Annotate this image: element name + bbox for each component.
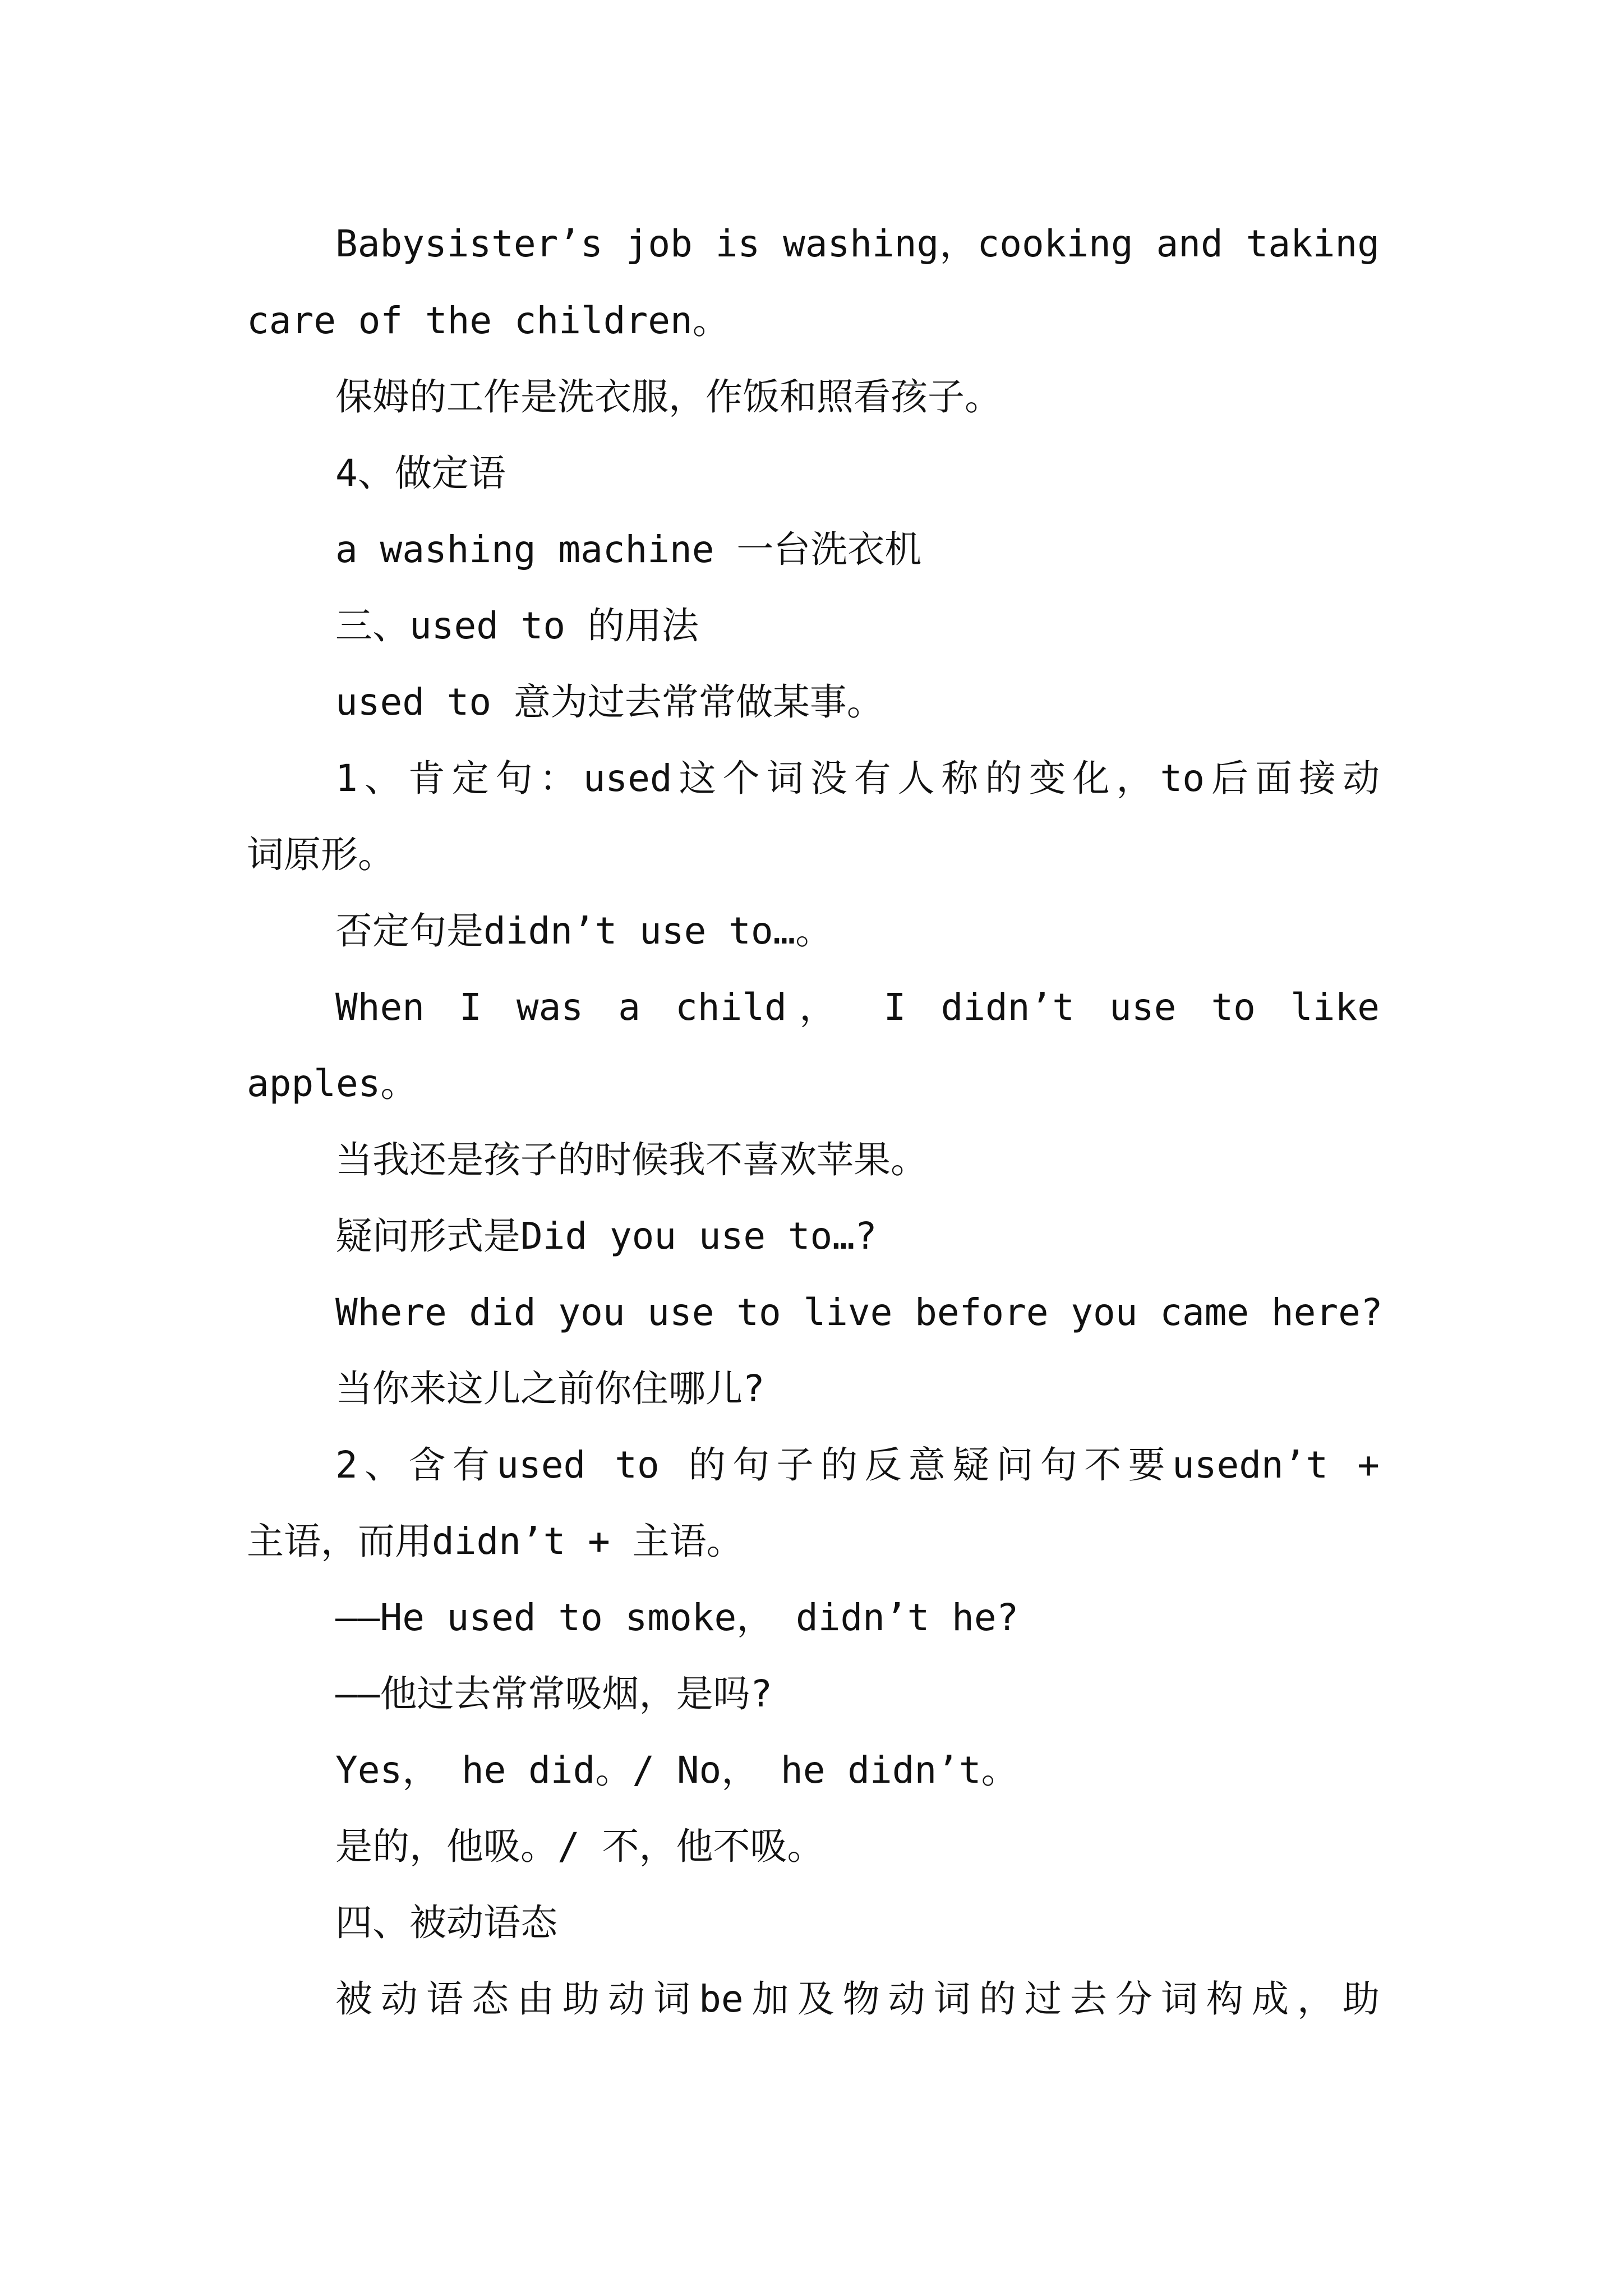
text-line-13: 当我还是孩子的时候我不喜欢苹果。 bbox=[335, 1138, 928, 1181]
text-line-5: a washing machine 一台洗衣机 bbox=[335, 528, 922, 571]
text-line-19: ——He used to smoke， didn’t he? bbox=[335, 1596, 1019, 1639]
text-line-3: 保姆的工作是洗衣服，作饭和照看孩子。 bbox=[335, 375, 1002, 418]
text-line-17: 2、含有used to 的句子的反意疑问句不要usedn’t + bbox=[335, 1443, 1380, 1487]
text-line-6: 三、used to 的用法 bbox=[335, 604, 699, 647]
text-line-22: 是的，他吸。/ 不，他不吸。 bbox=[335, 1825, 824, 1868]
text-line-1: Babysister’s job is washing，cooking and taking bbox=[335, 222, 1380, 265]
text-line-7: used to 意为过去常常做某事。 bbox=[335, 680, 884, 724]
text-line-2: care of the children。 bbox=[247, 299, 730, 342]
text-line-12: apples。 bbox=[247, 1062, 418, 1105]
text-line-8: 1、肯定句：used这个词没有人称的变化，to后面接动 bbox=[335, 757, 1380, 800]
text-line-20: ——他过去常常吸烟，是吗? bbox=[335, 1672, 773, 1715]
text-line-18: 主语，而用didn’t + 主语。 bbox=[247, 1520, 744, 1563]
text-line-21: Yes， he did。/ No， he didn’t。 bbox=[335, 1749, 1018, 1792]
text-line-9: 词原形。 bbox=[247, 833, 395, 876]
text-line-10: 否定句是didn’t use to…。 bbox=[335, 909, 833, 953]
text-line-14: 疑问形式是Did you use to…? bbox=[335, 1214, 877, 1258]
text-line-16: 当你来这儿之前你住哪儿? bbox=[335, 1367, 765, 1410]
text-line-15: Where did you use to live before you came here? bbox=[335, 1291, 1383, 1334]
text-line-11: When I was a child， I didn’t use to like bbox=[335, 986, 1380, 1029]
text-line-23: 四、被动语态 bbox=[335, 1901, 557, 1944]
text-line-4: 4、做定语 bbox=[335, 452, 506, 495]
text-line-24: 被动语态由助动词be加及物动词的过去分词构成，助 bbox=[335, 1977, 1380, 2021]
